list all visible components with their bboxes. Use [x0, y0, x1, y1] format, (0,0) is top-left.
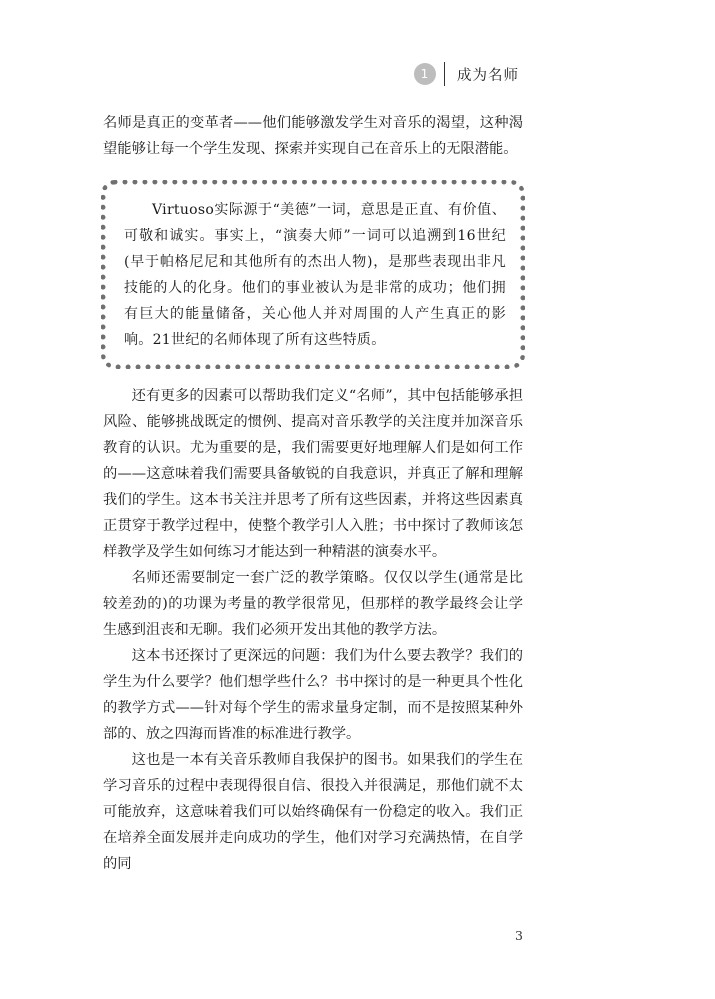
intro-paragraph: 名师是真正的变革者——他们能够激发学生对音乐的渴望，这种渴望能够让每一个学生发现、探索并实现自己在音乐上的无限潜能。: [103, 115, 523, 157]
callout-box: [101, 180, 525, 369]
body-paragraph: 这本书还探讨了更深远的问题：我们为什么要去教学？我们的学生为什么要学？他们想学些什么？书中探讨的是一种更具个性化的教学方式——针对每个学生的需求量身定制，而不是按照某种外部的、放之四海而皆准的标准进行教学。: [103, 648, 523, 742]
page-body: [103, 110, 523, 877]
running-header: [414, 62, 520, 86]
callout-text: Virtuoso实际源于“美德”一词，意思是正直、有价值、可敬和诚实。事实上，“演奏大师”一词可以追溯到16世纪(早于帕格尼尼和其他所有的杰出人物)，是那些表现出非凡技能的人的化身。他们的事业被认为是非常的成功；他们拥有巨大的能量储备，关心他人并对周围的人产生真正的影响。21世纪的名师体现了所有这些特质。: [124, 202, 506, 348]
page-number: 3: [515, 928, 523, 943]
chapter-number-badge: 1: [414, 63, 436, 85]
body-paragraph: 这也是一本有关音乐教师自我保护的图书。如果我们的学生在学习音乐的过程中表现得很自信、很投入并很满足，那他们就不太可能放弃，这意味着我们可以始终确保有一份稳定的收入。我们正在培养全面发展并走向成功的学生，他们对学习充满热情，在自学的同: [103, 752, 523, 872]
body-paragraph: 名师还需要制定一套广泛的教学策略。仅仅以学生(通常是比较差劲的)的功课为考量的教学很常见，但那样的教学最终会让学生感到沮丧和无聊。我们必须开发出其他的教学方法。: [103, 570, 523, 638]
chapter-title: 成为名师: [457, 67, 519, 84]
body-paragraph: 还有更多的因素可以帮助我们定义“名师”，其中包括能够承担风险、能够挑战既定的惯例、提高对音乐教学的关注度并加深音乐教育的认识。尤为重要的是，我们需要更好地理解人们是如何工作的——这意味着我们需要具备敏锐的自我意识，并真正了解和理解我们的学生。这本书关注并思考了所有这些因素，并将这些因素真正贯穿于教学过程中，使整个教学引人入胜；书中探讨了教师该怎样教学及学生如何练习才能达到一种精湛的演奏水平。: [103, 388, 523, 560]
header-divider: [444, 62, 446, 86]
